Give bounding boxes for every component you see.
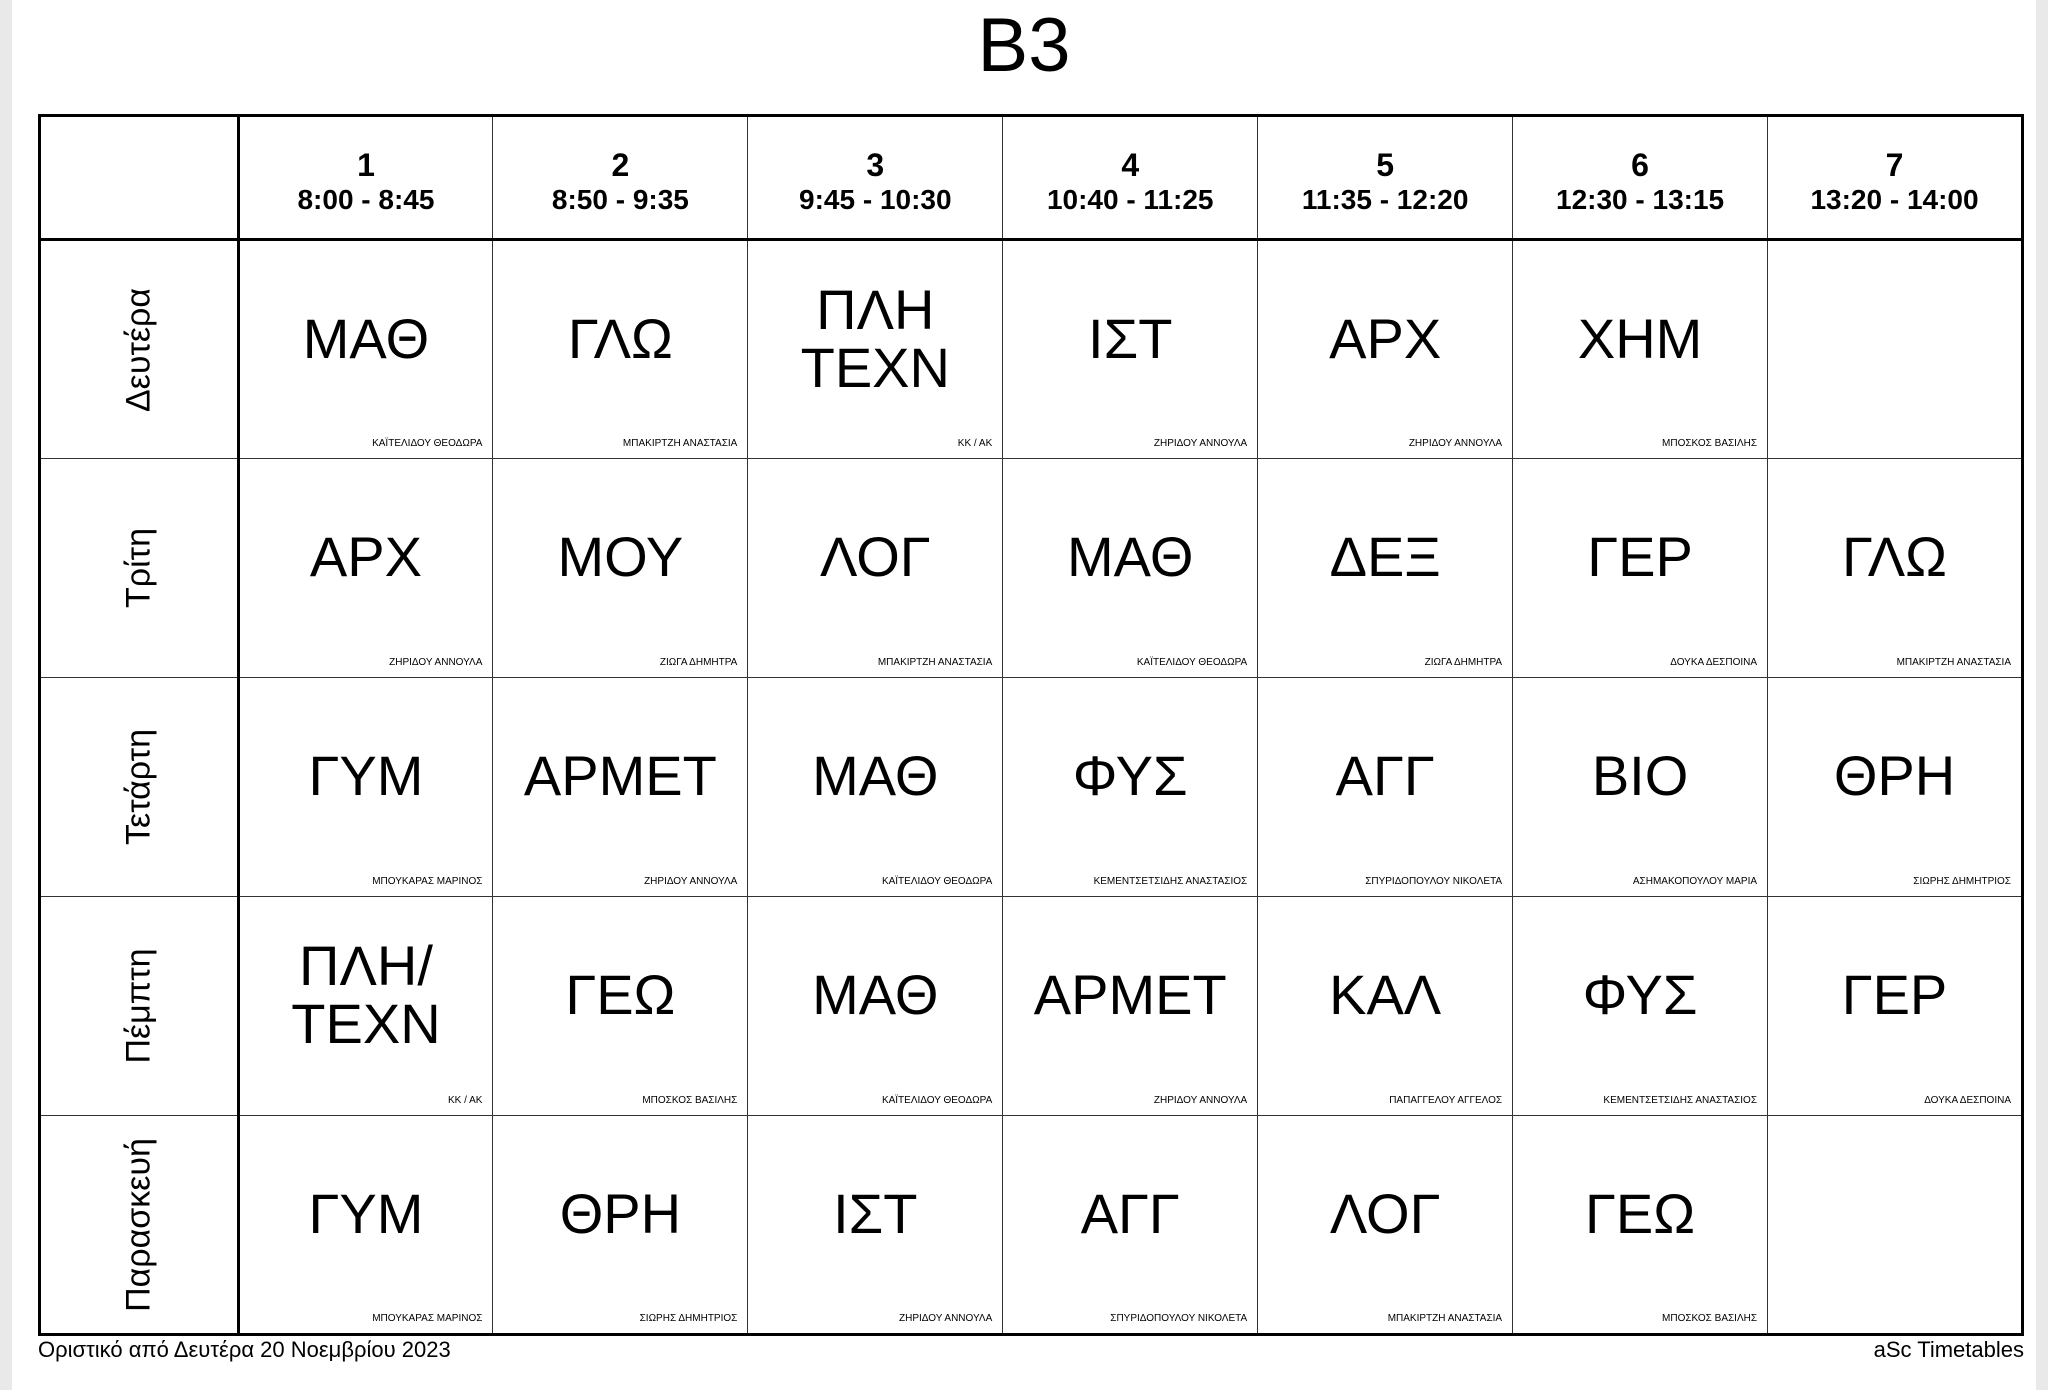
lesson-teacher: ΠΑΠΑΓΓΕΛΟΥ ΑΓΓΕΛΟΣ	[1389, 1095, 1503, 1106]
lesson-subject: ΑΡΜΕΤ	[523, 744, 717, 807]
lesson-cell	[1003, 1116, 1258, 1335]
lesson-subject: ΜΑΘ	[812, 744, 939, 807]
period-time: 10:40 - 11:25	[1046, 183, 1214, 215]
lesson-teacher: ΚΑΪΤΕΛΙΔΟΥ ΘΕΟΔΩΡΑ	[881, 876, 993, 887]
lesson-subject: ΦΥΣ	[1582, 963, 1698, 1026]
lesson-cell	[1258, 1116, 1513, 1335]
lesson-subject: ΙΣΤ	[1088, 306, 1173, 370]
day-row	[40, 678, 2023, 897]
period-number: 3	[866, 146, 885, 183]
period-number: 4	[1121, 146, 1140, 183]
timetable-page	[12, 0, 2036, 1390]
day-row	[40, 459, 2023, 678]
lesson-cell	[748, 678, 1003, 897]
lesson-subject: ΓΛΩ	[1842, 525, 1947, 588]
lesson-subject: ΠΛΗ ΤΕΧΝ	[800, 277, 950, 399]
lesson-cell	[1258, 240, 1513, 459]
lesson-cell	[1768, 240, 2023, 459]
day-cell	[40, 897, 239, 1116]
lesson-cell	[1513, 240, 1768, 459]
lesson-subject: ΧΗΜ	[1577, 306, 1703, 370]
lesson-teacher: ΚΚ / ΑΚ	[447, 1095, 483, 1106]
day-label: Δευτέρα	[119, 287, 158, 412]
period-time: 8:00 - 8:45	[297, 183, 435, 215]
lesson-teacher: ΚΑΪΤΕΛΙΔΟΥ ΘΕΟΔΩΡΑ	[372, 438, 483, 449]
lesson-cell	[1003, 897, 1258, 1116]
lesson-teacher: ΣΠΥΡΙΔΟΠΟΥΛΟΥ ΝΙΚΟΛΕΤΑ	[1110, 1313, 1248, 1324]
lesson-teacher: ΔΟΥΚΑ ΔΕΣΠΟΙΝΑ	[1670, 657, 1758, 668]
lesson-subject: ΑΡΜΕΤ	[1033, 963, 1227, 1026]
lesson-subject	[1768, 1116, 2021, 1311]
lesson-teacher: ΜΠΟΥΚΑΡΑΣ ΜΑΡΙΝΟΣ	[372, 1313, 483, 1324]
lesson-cell	[238, 1116, 493, 1335]
day-cell	[40, 459, 239, 678]
day-label: Τετάρτη	[119, 729, 158, 845]
period-header-1	[238, 116, 493, 240]
day-label: Πέμπτη	[119, 948, 158, 1064]
day-label: Παρασκευή	[119, 1137, 158, 1312]
lesson-teacher: ΚΑΪΤΕΛΙΔΟΥ ΘΕΟΔΩΡΑ	[1136, 657, 1248, 668]
lesson-subject: ΜΑΘ	[812, 963, 939, 1026]
period-number: 5	[1376, 146, 1395, 183]
lesson-subject: ΓΕΡ	[1841, 963, 1948, 1026]
lesson-subject: ΓΥΜ	[308, 744, 424, 807]
lesson-teacher: ΖΗΡΙΔΟΥ ΑΝΝΟΥΛΑ	[389, 657, 483, 668]
lesson-subject: ΑΡΧ	[1329, 306, 1442, 370]
lesson-subject: ΜΑΘ	[302, 306, 430, 370]
lesson-subject: ΓΕΩ	[565, 963, 676, 1026]
lesson-subject: ΑΓΓ	[1080, 1181, 1180, 1245]
lesson-subject: ΒΙΟ	[1591, 744, 1689, 807]
period-time: 11:35 - 12:20	[1301, 183, 1469, 215]
lesson-subject: ΓΕΡ	[1587, 525, 1693, 588]
lesson-teacher: ΚΚ / ΑΚ	[957, 438, 993, 449]
lesson-subject: ΓΥΜ	[308, 1181, 424, 1245]
lesson-teacher: ΖΗΡΙΔΟΥ ΑΝΝΟΥΛΑ	[898, 1313, 993, 1324]
lesson-cell	[1513, 459, 1768, 678]
validity-note: Οριστικό από Δευτέρα 20 Νοεμβρίου 2023	[38, 1337, 451, 1362]
period-time: 9:45 - 10:30	[799, 183, 952, 215]
lesson-teacher: ΜΠΟΣΚΟΣ ΒΑΣΙΛΗΣ	[1662, 438, 1758, 449]
lesson-teacher: ΑΣΗΜΑΚΟΠΟΥΛΟΥ ΜΑΡΙΑ	[1632, 876, 1758, 887]
lesson-teacher: ΜΠΑΚΙΡΤΖΗ ΑΝΑΣΤΑΣΙΑ	[1387, 1313, 1503, 1324]
generator-credit: aSc Timetables	[1873, 1337, 2024, 1362]
day-label: Τρίτη	[119, 527, 158, 609]
lesson-teacher: ΖΗΡΙΔΟΥ ΑΝΝΟΥΛΑ	[1408, 438, 1503, 449]
lesson-cell	[748, 240, 1003, 459]
lesson-cell	[238, 678, 493, 897]
lesson-subject: ΛΟΓ	[1329, 1181, 1441, 1245]
lesson-subject: ΔΕΞ	[1329, 525, 1441, 588]
lesson-teacher: ΜΠΟΣΚΟΣ ΒΑΣΙΛΗΣ	[642, 1095, 738, 1106]
lesson-teacher: ΣΙΩΡΗΣ ΔΗΜΗΤΡΙΟΣ	[1913, 876, 2011, 887]
period-time: 8:50 - 9:35	[551, 183, 689, 215]
lesson-cell	[493, 1116, 748, 1335]
lesson-teacher: ΖΗΡΙΔΟΥ ΑΝΝΟΥΛΑ	[1153, 1095, 1248, 1106]
lesson-cell	[238, 240, 493, 459]
lesson-cell	[493, 678, 748, 897]
lesson-cell	[1768, 678, 2023, 897]
lesson-teacher: ΖΙΩΓΑ ΔΗΜΗΤΡΑ	[659, 657, 738, 668]
lesson-cell	[1258, 897, 1513, 1116]
lesson-subject: ΦΥΣ	[1072, 744, 1188, 807]
lesson-subject: ΑΡΧ	[309, 525, 422, 588]
lesson-teacher: ΔΟΥΚΑ ΔΕΣΠΟΙΝΑ	[1924, 1095, 2011, 1106]
day-row	[40, 897, 2023, 1116]
period-time: 13:20 - 14:00	[1810, 183, 1979, 215]
lesson-cell	[1768, 459, 2023, 678]
lesson-cell	[1003, 240, 1258, 459]
lesson-cell	[493, 897, 748, 1116]
day-cell	[40, 1116, 239, 1335]
lesson-cell	[1258, 678, 1513, 897]
lesson-teacher: ΚΑΪΤΕΛΙΔΟΥ ΘΕΟΔΩΡΑ	[881, 1095, 993, 1106]
period-header-2	[493, 116, 748, 240]
lesson-cell	[748, 897, 1003, 1116]
period-header-5	[1258, 116, 1513, 240]
day-row	[40, 1116, 2023, 1335]
period-header-6	[1513, 116, 1768, 240]
lesson-cell	[1768, 897, 2023, 1116]
lesson-teacher: ΖΙΩΓΑ ΔΗΜΗΤΡΑ	[1424, 657, 1503, 668]
lesson-teacher: ΜΠΟΣΚΟΣ ΒΑΣΙΛΗΣ	[1662, 1313, 1758, 1324]
lesson-teacher: ΜΠΟΥΚΑΡΑΣ ΜΑΡΙΝΟΣ	[372, 876, 483, 887]
lesson-subject: ΛΟΓ	[819, 525, 931, 588]
lesson-cell	[238, 897, 493, 1116]
lesson-cell	[1513, 678, 1768, 897]
lesson-cell	[1513, 1116, 1768, 1335]
period-number: 1	[357, 146, 375, 183]
period-header-7	[1768, 116, 2023, 240]
lesson-cell	[1258, 459, 1513, 678]
lesson-cell	[238, 459, 493, 678]
lesson-subject: ΜΟΥ	[557, 525, 684, 588]
lesson-teacher: ΜΠΑΚΙΡΤΖΗ ΑΝΑΣΤΑΣΙΑ	[622, 438, 738, 449]
corner-cell	[40, 116, 239, 240]
lesson-subject: ΘΡΗ	[1833, 744, 1956, 807]
timetable-grid	[38, 114, 2024, 1336]
lesson-subject: ΓΛΩ	[567, 306, 673, 370]
period-header-4	[1003, 116, 1258, 240]
lesson-teacher: ΣΠΥΡΙΔΟΠΟΥΛΟΥ ΝΙΚΟΛΕΤΑ	[1365, 876, 1503, 887]
period-number: 2	[611, 146, 630, 183]
lesson-cell	[748, 459, 1003, 678]
lesson-teacher: ΖΗΡΙΔΟΥ ΑΝΝΟΥΛΑ	[644, 876, 738, 887]
lesson-cell	[1003, 678, 1258, 897]
period-number: 6	[1631, 146, 1649, 183]
period-header-3	[748, 116, 1003, 240]
lesson-teacher: ΖΗΡΙΔΟΥ ΑΝΝΟΥΛΑ	[1153, 438, 1248, 449]
class-title: Β3	[977, 3, 1071, 88]
day-cell	[40, 240, 239, 459]
lesson-subject	[1768, 241, 2021, 436]
period-time: 12:30 - 13:15	[1556, 183, 1725, 215]
lesson-subject: ΑΓΓ	[1335, 744, 1435, 807]
lesson-subject: ΙΣΤ	[833, 1181, 918, 1245]
lesson-teacher: ΚΕΜΕΝΤΣΕΤΣΙΔΗΣ ΑΝΑΣΤΑΣΙΟΣ	[1093, 876, 1248, 887]
lesson-cell	[748, 1116, 1003, 1335]
day-cell	[40, 678, 239, 897]
lesson-cell	[1003, 459, 1258, 678]
lesson-subject: ΜΑΘ	[1067, 525, 1194, 588]
lesson-teacher: ΚΕΜΕΝΤΣΕΤΣΙΔΗΣ ΑΝΑΣΤΑΣΙΟΣ	[1603, 1095, 1758, 1106]
period-number: 7	[1885, 146, 1904, 183]
lesson-subject: ΠΛΗ/ ΤΕΧΝ	[291, 934, 441, 1055]
lesson-cell	[493, 459, 748, 678]
day-row	[40, 240, 2023, 459]
period-header-row	[40, 116, 2023, 240]
lesson-cell	[1768, 1116, 2023, 1335]
lesson-teacher: ΣΙΩΡΗΣ ΔΗΜΗΤΡΙΟΣ	[639, 1313, 738, 1324]
lesson-subject: ΚΑΛ	[1329, 963, 1442, 1026]
lesson-subject: ΘΡΗ	[559, 1181, 682, 1245]
lesson-subject: ΓΕΩ	[1585, 1181, 1696, 1245]
lesson-cell	[1513, 897, 1768, 1116]
lesson-teacher: ΜΠΑΚΙΡΤΖΗ ΑΝΑΣΤΑΣΙΑ	[1896, 657, 2011, 668]
lesson-teacher: ΜΠΑΚΙΡΤΖΗ ΑΝΑΣΤΑΣΙΑ	[877, 657, 993, 668]
lesson-cell	[493, 240, 748, 459]
